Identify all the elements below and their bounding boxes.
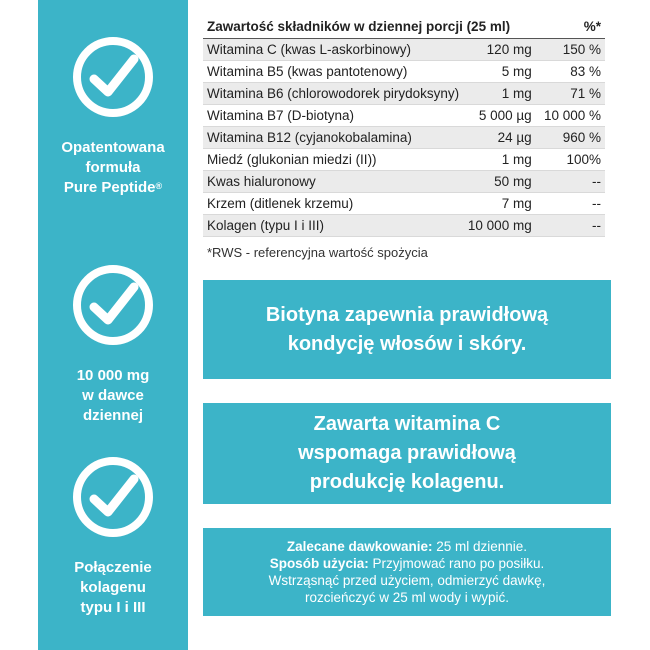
cell-amount: 50 mg <box>494 174 532 189</box>
header-pct: %* <box>583 18 601 34</box>
cell-name: Witamina B5 (kwas pantotenowy) <box>207 64 408 79</box>
vitamin-c-claim-text: Zawarta witamina C wspomaga prawidłową produkcję kolagenu. <box>298 412 516 493</box>
header-name: Zawartość składników w dziennej porcji (25 ml) <box>207 18 511 34</box>
table-row <box>203 193 605 215</box>
cell-pct: 83 % <box>570 64 601 79</box>
feature-label: Opatentowana formuła Pure Peptide® <box>61 139 165 196</box>
feature-collagen-types <box>38 454 188 618</box>
dose-label: Zalecane dawkowanie: <box>286 539 433 554</box>
cell-pct: 100% <box>566 152 601 167</box>
table-header <box>203 14 605 39</box>
cell-amount: 7 mg <box>501 196 532 211</box>
cell-amount: 120 mg <box>486 42 532 57</box>
feature-patented-formula <box>38 34 188 198</box>
cell-amount: 5 000 µg <box>478 108 532 123</box>
feature-daily-dose <box>38 262 188 426</box>
cell-pct: 10 000 % <box>543 108 601 123</box>
table-footnote: *RWS - referencyjna wartość spożycia <box>207 245 428 260</box>
cell-name: Miedź (glukonian miedzi (II)) <box>207 152 377 167</box>
feature-sidebar <box>38 0 188 650</box>
biotin-claim-box <box>203 280 611 379</box>
cell-amount: 10 000 mg <box>467 218 532 233</box>
biotin-claim-text: Biotyna zapewnia prawidłową kondycję włosów i skóry. <box>265 303 549 355</box>
cell-pct: -- <box>592 196 601 211</box>
feature-label: Połączenie kolagenu typu I i III <box>74 559 152 616</box>
cell-pct: -- <box>592 174 601 189</box>
table-row <box>203 127 605 149</box>
table-row <box>203 215 605 237</box>
table-row <box>203 149 605 171</box>
cell-name: Witamina B6 (chlorowodorek pirydoksyny) <box>207 86 460 101</box>
check-circle-icon <box>70 262 156 348</box>
dosage-box <box>203 528 611 616</box>
cell-amount: 5 mg <box>501 64 532 79</box>
cell-name: Krzem (ditlenek krzemu) <box>207 196 354 211</box>
cell-pct: 150 % <box>562 42 601 57</box>
cell-amount: 24 µg <box>497 130 532 145</box>
dosage-text <box>237 538 577 606</box>
dose-text: 25 ml dziennie. <box>436 539 528 554</box>
cell-pct: -- <box>592 218 601 233</box>
method-text: Przyjmować rano po posiłku. Wstrząsnąć przed użyciem, odmierzyć dawkę, rozcieńczyć w 25 ml wody i wypić. <box>268 556 546 605</box>
cell-name: Witamina B12 (cyjanokobalamina) <box>207 130 412 145</box>
cell-amount: 1 mg <box>501 86 532 101</box>
cell-name: Witamina B7 (D-biotyna) <box>207 108 355 123</box>
table-row <box>203 83 605 105</box>
feature-label: 10 000 mg w dawce dziennej <box>76 367 150 424</box>
check-circle-icon <box>70 34 156 120</box>
cell-name: Kwas hialuronowy <box>207 174 316 189</box>
table-row <box>203 171 605 193</box>
table-row <box>203 61 605 83</box>
cell-name: Witamina C (kwas L-askorbinowy) <box>207 42 412 57</box>
cell-amount: 1 mg <box>501 152 532 167</box>
cell-pct: 71 % <box>570 86 601 101</box>
table-row <box>203 105 605 127</box>
method-label: Sposób użycia: <box>269 556 369 571</box>
cell-pct: 960 % <box>562 130 601 145</box>
cell-name: Kolagen (typu I i III) <box>207 218 325 233</box>
table-row <box>203 39 605 61</box>
vitamin-c-claim-box <box>203 403 611 504</box>
check-circle-icon <box>70 454 156 540</box>
nutrition-table <box>203 14 605 260</box>
